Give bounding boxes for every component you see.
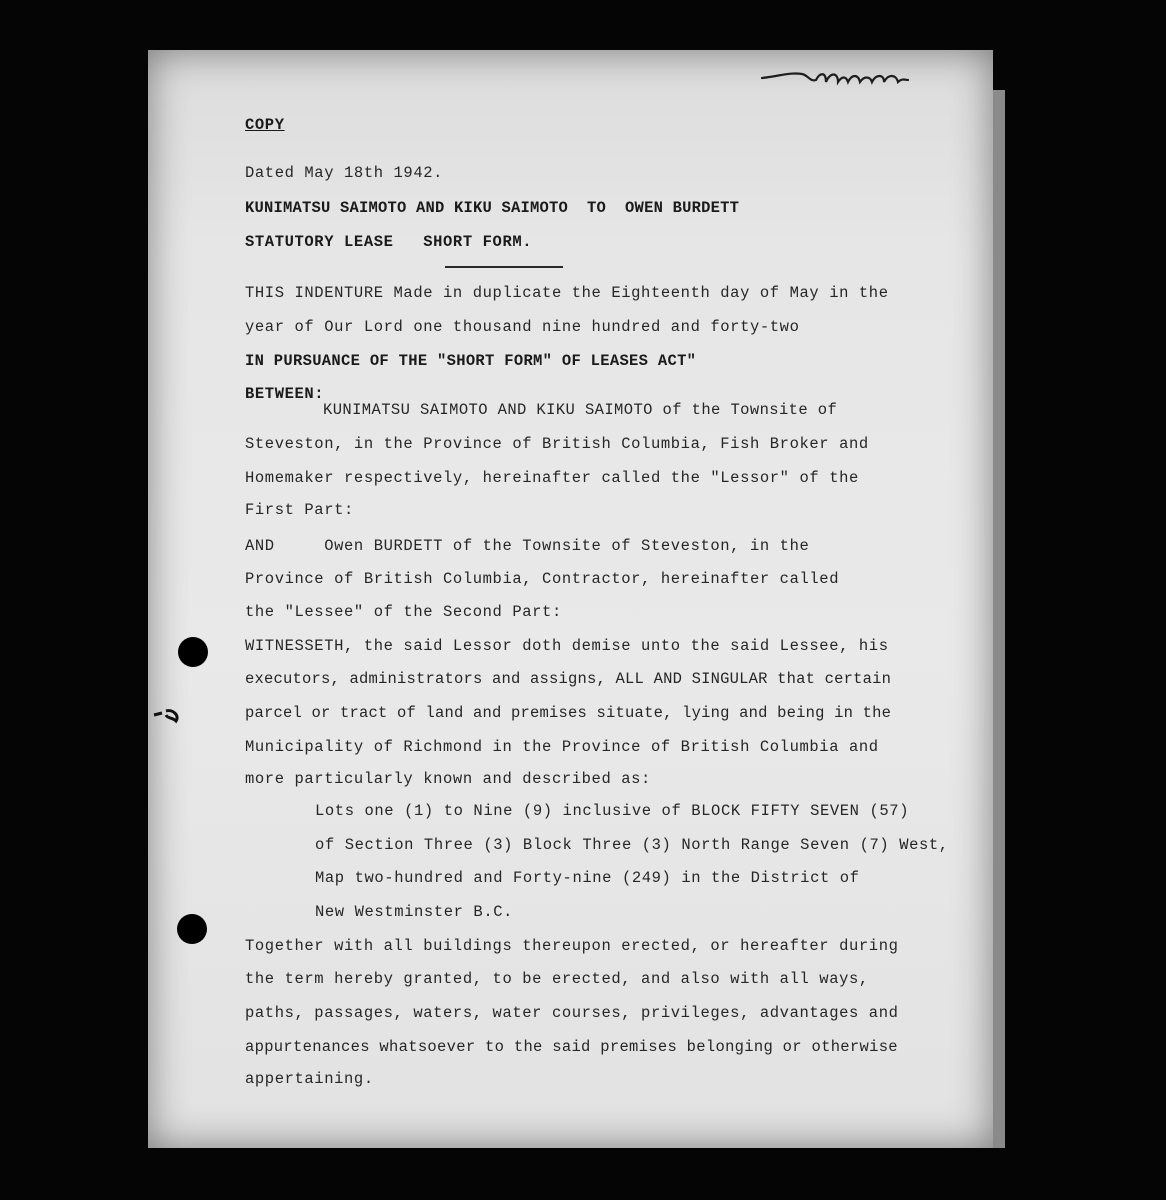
body-line-13: executors, administrators and assigns, ALL AND SINGULAR that certain [245, 670, 892, 688]
divider-rule [445, 266, 563, 268]
body-line-15: Municipality of Richmond in the Province of British Columbia and [245, 738, 879, 756]
lease-type-line: STATUTORY LEASE SHORT FORM. [245, 233, 533, 251]
body-line-4: BETWEEN: [245, 385, 325, 403]
body-line-5: KUNIMATSU SAIMOTO AND KIKU SAIMOTO of the Townsite of [323, 401, 838, 419]
date-line: Dated May 18th 1942. [245, 164, 444, 182]
copy-label: COPY [245, 116, 285, 134]
body-line-6: Steveston, in the Province of British Columbia, Fish Broker and [245, 435, 869, 453]
body-line-7: Homemaker respectively, hereinafter called the "Lessor" of the [245, 469, 859, 487]
body-line-25: appertaining. [245, 1070, 374, 1088]
body-line-16: more particularly known and described as: [245, 770, 651, 788]
body-line-2: year of Our Lord one thousand nine hundred and forty-two [245, 318, 800, 336]
body-line-20: New Westminster B.C. [315, 903, 514, 921]
body-line-14: parcel or tract of land and premises situate, lying and being in the [245, 704, 892, 722]
body-line-18: of Section Three (3) Block Three (3) North Range Seven (7) West, [315, 836, 949, 854]
body-line-19: Map two-hundred and Forty-nine (249) in the District of [315, 869, 860, 887]
body-line-8: First Part: [245, 501, 354, 519]
stray-ink-mark [150, 705, 190, 725]
body-line-9: AND Owen BURDETT of the Townsite of Steveston, in the [245, 537, 810, 555]
body-line-21: Together with all buildings thereupon erected, or hereafter during [245, 937, 899, 955]
body-line-24: appurtenances whatsoever to the said premises belonging or otherwise [245, 1038, 898, 1056]
body-line-22: the term hereby granted, to be erected, and also with all ways, [245, 970, 869, 988]
body-line-10: Province of British Columbia, Contractor, hereinafter called [245, 570, 840, 588]
body-line-1: THIS INDENTURE Made in duplicate the Eighteenth day of May in the [245, 284, 889, 302]
body-line-17: Lots one (1) to Nine (9) inclusive of BLOCK FIFTY SEVEN (57) [315, 802, 910, 820]
body-line-3: IN PURSUANCE OF THE "SHORT FORM" OF LEASES ACT" [245, 352, 697, 370]
body-line-12: WITNESSETH, the said Lessor doth demise unto the said Lessee, his [245, 637, 889, 655]
punch-hole-lower [177, 914, 207, 944]
body-line-11: the "Lessee" of the Second Part: [245, 603, 562, 621]
punch-hole-upper [178, 637, 208, 667]
handwritten-signature [760, 58, 910, 94]
body-line-23: paths, passages, waters, water courses, privileges, advantages and [245, 1004, 899, 1022]
page-edge [993, 90, 1005, 1148]
parties-line: KUNIMATSU SAIMOTO AND KIKU SAIMOTO TO OWEN BURDETT [245, 199, 740, 217]
